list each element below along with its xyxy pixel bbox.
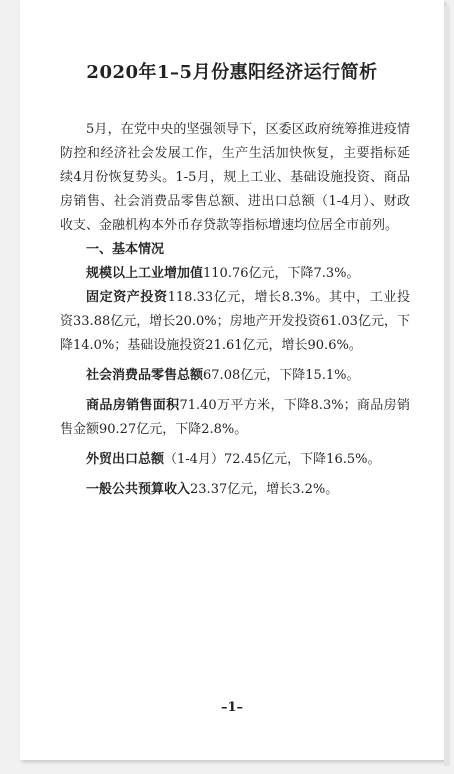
export-text: （1-4月）72.45亿元，下降16.5%。 [164, 452, 381, 467]
budget-paragraph [60, 478, 410, 502]
document-title: 2020年1–5月份惠阳经济运行简析 [86, 62, 378, 83]
export-paragraph [60, 448, 410, 472]
industry-paragraph [60, 262, 410, 286]
investment-paragraph [60, 286, 410, 358]
investment-text: 118.33亿元，增长8.3%。其中，工业投资33.88亿元，增长20.0%；房地产开发投资61.03亿元，下降14.0%；基础设施投资21.61亿元，增长90.6%。 [60, 290, 410, 353]
housing-text: 71.40万平方米，下降8.3%；商品房销售金额90.27亿元，下降2.8%。 [60, 398, 410, 437]
document-body [60, 118, 410, 502]
section-heading: 一、基本情况 [86, 242, 165, 257]
retail-label: 社会消费品零售总额 [86, 368, 204, 383]
retail-paragraph [60, 364, 410, 388]
housing-paragraph [60, 394, 410, 442]
budget-label: 一般公共预算收入 [86, 482, 191, 497]
page-number: –1– [220, 700, 244, 715]
intro-paragraph: 5月，在党中央的坚强领导下，区委区政府统筹推进疫情防控和经济社会发展工作，生产生活加快恢复，主要指标延续4月份恢复势头。1-5月，规上工业、基础设施投资、商品房销售、社会消费品零售总额、进出口总额（1-4月）、财政收支、金融机构本外币存贷款等指标增速均位居全市前列。 [60, 122, 410, 233]
budget-text: 23.37亿元，增长3.2%。 [190, 482, 339, 497]
investment-label: 固定资产投资 [86, 290, 168, 305]
retail-text: 67.08亿元，下降15.1%。 [203, 368, 360, 383]
industry-text: 110.76亿元，下降7.3%。 [203, 266, 360, 281]
document-page [20, 0, 444, 760]
export-label: 外贸出口总额 [86, 452, 165, 467]
housing-label: 商品房销售面积 [86, 398, 180, 413]
industry-label: 规模以上工业增加值 [86, 266, 204, 281]
